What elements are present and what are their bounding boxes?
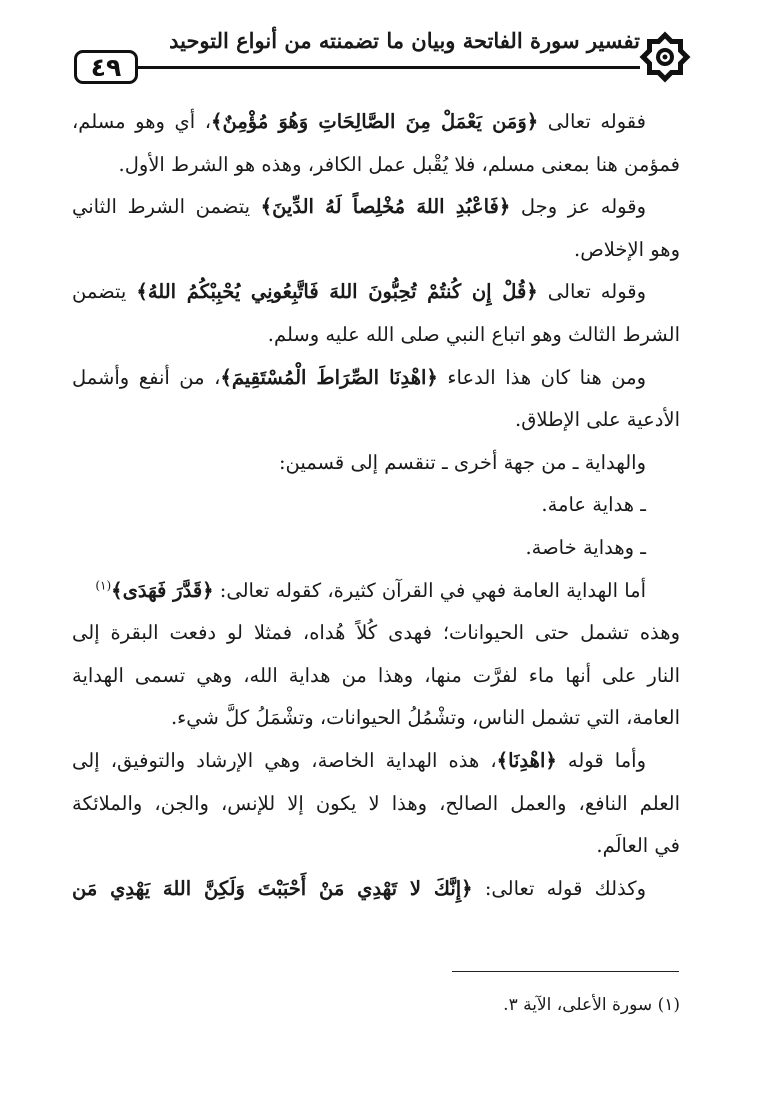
text-line: فمؤمن هنا بمعنى مسلم، فلا يُقْبل عمل الكافر، وهذه هو الشرط الأول.	[118, 152, 680, 176]
text-line: النار على أنها ماء لفرَّت منها، وهذا من هداية الله، وهي تسمى الهداية	[72, 663, 680, 687]
text-line: في العالَم.	[596, 834, 680, 858]
text-line: الشرط الثالث وهو اتباع النبي صلى الله عليه وسلم.	[267, 322, 680, 346]
page-number: ٤٩	[74, 50, 138, 84]
quran-verse: ﴿اهْدِنَا الصِّرَاطَ الْمُسْتَقِيمَ﴾	[220, 365, 438, 389]
text-line: العلم النافع، والعمل الصالح، وهذا لا يكون إلا للإنس، والجن، والملائكة	[72, 791, 680, 815]
text-line: العامة، التي تشمل الناس، وتشْمُلُ الحيوانات، وتشْمَلُ كلَّ شيء.	[170, 706, 680, 730]
text-line: وهذه تشمل حتى الحيوانات؛ فهدى كُلاً هُداه، فمثلا لو دفعت البقرة إلى	[72, 621, 680, 645]
text-line: الأدعية على الإطلاق.	[515, 408, 680, 432]
text-line: أما الهداية العامة فهي في القرآن كثيرة، كقوله تعالى: ﴿قَدَّرَ فَهَدَى﴾$^{(١)}$	[95, 578, 646, 602]
text-line: وهو الإخلاص.	[574, 237, 680, 261]
quran-verse: ﴿إِنَّكَ لا تَهْدِي مَنْ أَحْبَبْتَ وَلَكِنَّ اللهَ يَهْدِي مَن	[72, 876, 473, 900]
quran-verse: ﴿وَمَن يَعْمَلْ مِنَ الصَّالِحَاتِ وَهُوَ مُؤْمِنٌ﴾	[211, 110, 539, 133]
footnote: (١) سورة الأعلى، الآية ٣.	[503, 995, 680, 1015]
text-line: فقوله تعالى ﴿وَمَن يَعْمَلْ مِنَ الصَّالِحَاتِ وَهُوَ مُؤْمِنٌ﴾، أي وهو مسلم،	[72, 110, 646, 133]
quran-verse: ﴿قَدَّرَ فَهَدَى﴾	[111, 578, 214, 602]
list-item: ـ هداية عامة.	[541, 493, 646, 517]
text-line: وأما قوله ﴿اهْدِنَا﴾، هذه الهداية الخاصة، وهي الإرشاد والتوفيق، إلى	[72, 748, 646, 772]
text-line: ومن هنا كان هذا الدعاء ﴿اهْدِنَا الصِّرَاطَ الْمُسْتَقِيمَ﴾، من أنفع وأشمل	[72, 365, 646, 389]
quran-verse: ﴿فَاعْبُدِ اللهَ مُخْلِصاً لَهُ الدِّينَ﴾	[260, 195, 511, 219]
text-line: وكذلك قوله تعالى: ﴿إِنَّكَ لا تَهْدِي مَنْ أَحْبَبْتَ وَلَكِنَّ اللهَ يَهْدِي مَن	[72, 876, 646, 900]
quran-verse: ﴿قُلْ إِن كُنتُمْ تُحِبُّونَ اللهَ فَاتَّبِعُونِي يُحْبِبْكُمُ اللهُ﴾	[136, 280, 538, 304]
footnote-marker: (١)	[95, 578, 112, 593]
list-item: ـ وهداية خاصة.	[525, 535, 646, 559]
footnote-divider	[452, 971, 679, 972]
octagram-ornament-icon	[638, 28, 692, 86]
main-text	[72, 101, 680, 910]
text-line: وقوله تعالى ﴿قُلْ إِن كُنتُمْ تُحِبُّونَ اللهَ فَاتَّبِعُونِي يُحْبِبْكُمُ اللهُ﴾ يتضمن	[72, 280, 647, 304]
text-line: وقوله عز وجل ﴿فَاعْبُدِ اللهَ مُخْلِصاً لَهُ الدِّينَ﴾ يتضمن الشرط الثاني	[72, 195, 646, 219]
running-title: تفسير سورة الفاتحة وبيان ما تضمنته من أنواع التوحيد	[169, 28, 640, 53]
page-header	[0, 0, 757, 100]
quran-verse: ﴿اهْدِنَا﴾	[496, 748, 557, 772]
header-rule	[138, 66, 640, 69]
text-line: والهداية ـ من جهة أخرى ـ تنقسم إلى قسمين:	[278, 450, 646, 474]
